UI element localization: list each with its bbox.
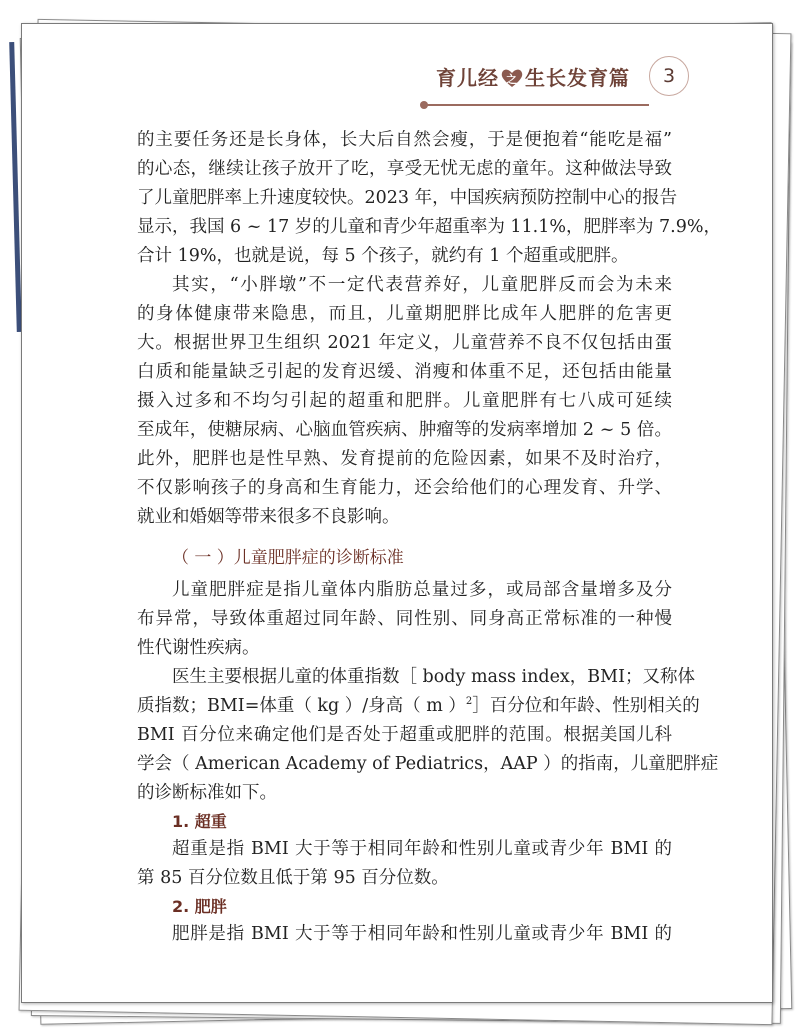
text-line: 第 85 百分位数且低于第 95 百分位数。: [137, 868, 449, 888]
paragraph: [137, 920, 672, 949]
paragraph: [137, 835, 672, 893]
text-line: 大。根据世界卫生组织 2021 年定义，儿童营养不良不仅包括由蛋: [137, 333, 672, 353]
text-segment: 质指数；BMI=体重（ kg ）/身高（ m ）: [137, 696, 466, 716]
text-line: 医生主要根据儿童的体重指数［ body mass index，BMI；又称体: [172, 667, 695, 687]
text-line: 的诊断标准如下。: [137, 783, 277, 803]
paragraph: [137, 663, 719, 808]
page-body: [137, 126, 721, 949]
text-line: 的主要任务还是长身体，长大后自然会瘦，于是便抱着“能吃是福”: [137, 130, 672, 150]
book-title: [436, 62, 630, 91]
text-line: 的心态，继续让孩子放开了吃，享受无忧无虑的童年。这种做法导致: [137, 159, 672, 179]
text-line: 布异常，导致体重超过同年龄、同性别、同身高正常标准的一种慢: [137, 609, 672, 629]
heart-icon: [501, 68, 523, 88]
text-line: 合计 19%，也就是说，每 5 个孩子，就约有 1 个超重或肥胖。: [137, 246, 629, 266]
superscript: 2: [465, 696, 473, 708]
svg-text:之: 之: [506, 73, 518, 86]
running-header: [416, 56, 716, 102]
text-segment: ］百分位和年龄、性别相关的: [472, 696, 700, 716]
paragraph: [137, 271, 672, 532]
text-line: 白质和能量缺乏引起的发育迟缓、消瘦和体重不足，还包括由能量: [137, 362, 672, 382]
paragraph: [137, 576, 672, 663]
text-line: 显示，我国 6 ~ 17 岁的儿童和青少年超重率为 11.1%，肥胖率为 7.9%，: [137, 217, 721, 237]
text-line: 就业和婚姻等带来很多不良影响。: [137, 507, 400, 527]
text-line: 此外，肥胖也是性早熟、发育提前的危险因素，如果不及时治疗，: [137, 449, 672, 469]
text-line: 肥胖是指 BMI 大于等于相同年龄和性别儿童或青少年 BMI 的: [172, 924, 672, 944]
page-number: 3: [649, 56, 689, 96]
text-line: 其实，“小胖墩”不一定代表营养好，儿童肥胖反而会为未来: [172, 275, 672, 295]
text-line: 学会（ American Academy of Pediatrics，AAP ）的指南，儿童肥胖症: [137, 754, 719, 774]
text-line: 性代谢性疾病。: [137, 638, 260, 658]
text-line: 超重是指 BMI 大于等于相同年龄和性别儿童或青少年 BMI 的: [172, 839, 672, 859]
title-part2: 生长发育篇: [525, 66, 630, 90]
text-line: [137, 692, 700, 721]
subheading-obesity: 2. 肥胖: [172, 897, 227, 916]
text-line: 至成年，使糖尿病、心脑血管疾病、肿瘤等的发病率增加 2 ~ 5 倍。: [137, 420, 672, 440]
text-line: 摄入过多和不均匀引起的超重和肥胖。儿童肥胖有七八成可延续: [137, 391, 672, 411]
text-line: 儿童肥胖症是指儿童体内脂肪总量过多，或局部含量增多及分: [172, 580, 672, 600]
text-line: 不仅影响孩子的身高和生育能力，还会给他们的心理发育、升学、: [137, 478, 672, 498]
subheading-overweight: 1. 超重: [172, 812, 227, 831]
text-line: BMI 百分位来确定他们是否处于超重或肥胖的范围。根据美国儿科: [137, 725, 672, 745]
title-part1: 育儿经: [436, 66, 499, 90]
paragraph: [137, 126, 721, 271]
section-heading: （ 一 ）儿童肥胖症的诊断标准: [172, 548, 404, 568]
text-line: 了儿童肥胖率上升速度较快。2023 年，中国疾病预防控制中心的报告: [137, 188, 678, 208]
text-line: 的身体健康带来隐患，而且，儿童期肥胖比成年人肥胖的危害更: [137, 304, 672, 324]
header-rule: [424, 104, 649, 106]
